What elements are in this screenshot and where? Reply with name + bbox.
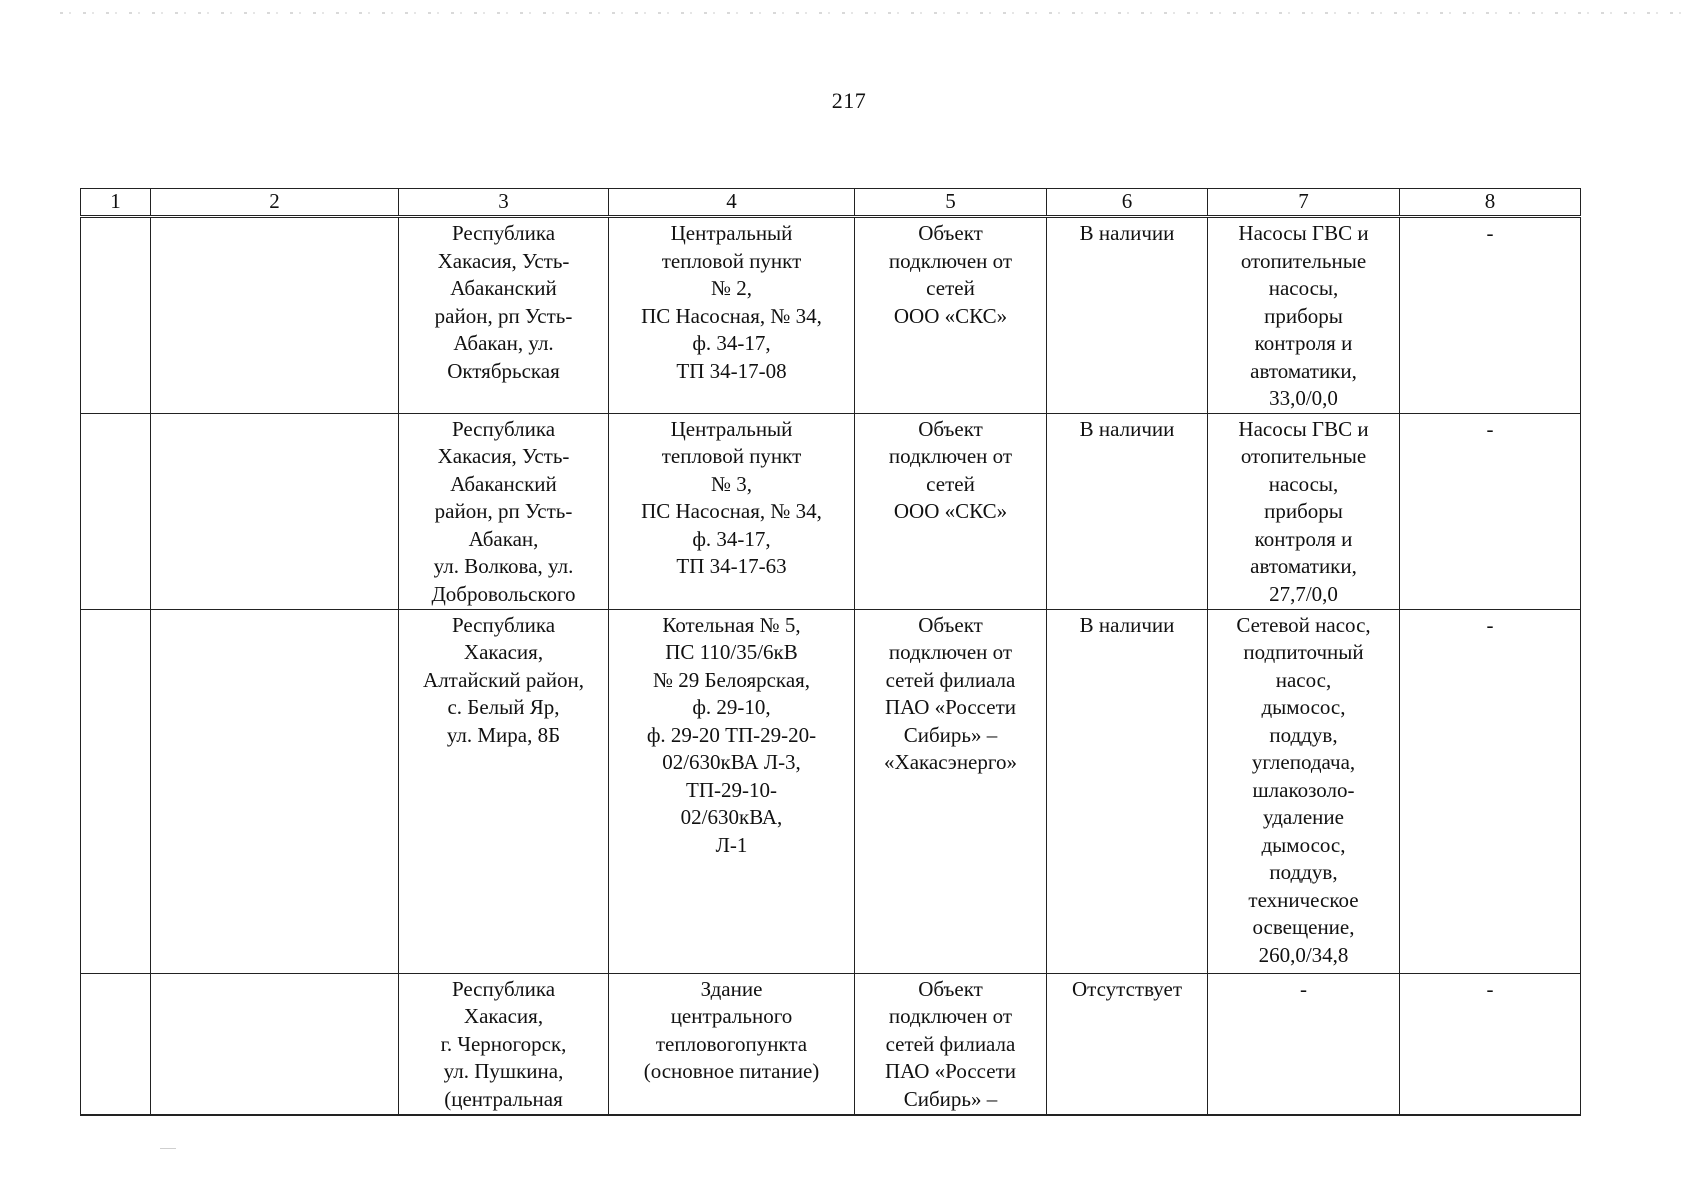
table-row — [81, 413, 1581, 609]
column-header: 6 — [1047, 189, 1208, 217]
cell-address: Республика Хакасия, Алтайский район, с. Белый Яр, ул. Мира, 8Б — [399, 609, 609, 973]
cell-number — [81, 973, 151, 1115]
cell-availability: В наличии — [1047, 413, 1208, 609]
column-header: 7 — [1208, 189, 1400, 217]
cell-number — [81, 413, 151, 609]
cell-name — [151, 609, 399, 973]
cell-connection: Объект подключен от сетей ООО «СКС» — [855, 413, 1047, 609]
cell-availability: Отсутствует — [1047, 973, 1208, 1115]
scan-artifact-line — [60, 12, 1690, 14]
cell-connection: Объект подключен от сетей филиала ПАО «Россети Сибирь» – — [855, 973, 1047, 1115]
data-table — [80, 188, 1581, 1116]
cell-connection: Объект подключен от сетей филиала ПАО «Россети Сибирь» – «Хакасэнерго» — [855, 609, 1047, 973]
table-row — [81, 609, 1581, 973]
column-header: 1 — [81, 189, 151, 217]
cell-availability: В наличии — [1047, 609, 1208, 973]
cell-object: Центральный тепловой пункт № 2, ПС Насосная, № 34, ф. 34-17, ТП 34-17-08 — [609, 217, 855, 414]
cell-name — [151, 217, 399, 414]
cell-number — [81, 217, 151, 414]
cell-name — [151, 973, 399, 1115]
column-header: 4 — [609, 189, 855, 217]
column-header: 8 — [1400, 189, 1581, 217]
cell-address: Республика Хакасия, г. Черногорск, ул. Пушкина, (центральная — [399, 973, 609, 1115]
cell-address: Республика Хакасия, Усть- Абаканский район, рп Усть- Абакан, ул. Волкова, ул. Добровольского — [399, 413, 609, 609]
column-header: 2 — [151, 189, 399, 217]
table-header-row — [81, 189, 1581, 217]
page-number: 217 — [831, 88, 867, 113]
cell-name — [151, 413, 399, 609]
table-row — [81, 973, 1581, 1115]
cell-object: Центральный тепловой пункт № 3, ПС Насосная, № 34, ф. 34-17, ТП 34-17-63 — [609, 413, 855, 609]
cell-equipment: Насосы ГВС и отопительные насосы, приборы контроля и автоматики, 27,7/0,0 — [1208, 413, 1400, 609]
cell-note: - — [1400, 413, 1581, 609]
cell-availability: В наличии — [1047, 217, 1208, 414]
scan-artifact-mark — [160, 1148, 176, 1149]
cell-number — [81, 609, 151, 973]
cell-note: - — [1400, 973, 1581, 1115]
cell-connection: Объект подключен от сетей ООО «СКС» — [855, 217, 1047, 414]
column-header: 5 — [855, 189, 1047, 217]
cell-object: Здание центрального тепловогопункта (основное питание) — [609, 973, 855, 1115]
cell-equipment: Насосы ГВС и отопительные насосы, приборы контроля и автоматики, 33,0/0,0 — [1208, 217, 1400, 414]
table-row — [81, 217, 1581, 414]
column-header: 3 — [399, 189, 609, 217]
cell-note: - — [1400, 217, 1581, 414]
cell-note: - — [1400, 609, 1581, 973]
cell-object: Котельная № 5, ПС 110/35/6кВ № 29 Белоярская, ф. 29-10, ф. 29-20 ТП-29-20- 02/630кВА Л-3, ТП-29-10- 02/630кВА, Л-1 — [609, 609, 855, 973]
cell-address: Республика Хакасия, Усть- Абаканский район, рп Усть- Абакан, ул. Октябрьская — [399, 217, 609, 414]
cell-equipment: - — [1208, 973, 1400, 1115]
cell-equipment: Сетевой насос, подпиточный насос, дымосос, поддув, углеподача, шлакозоло- удаление дымосос, поддув, техническое освещение, 260,0/34,8 — [1208, 609, 1400, 973]
